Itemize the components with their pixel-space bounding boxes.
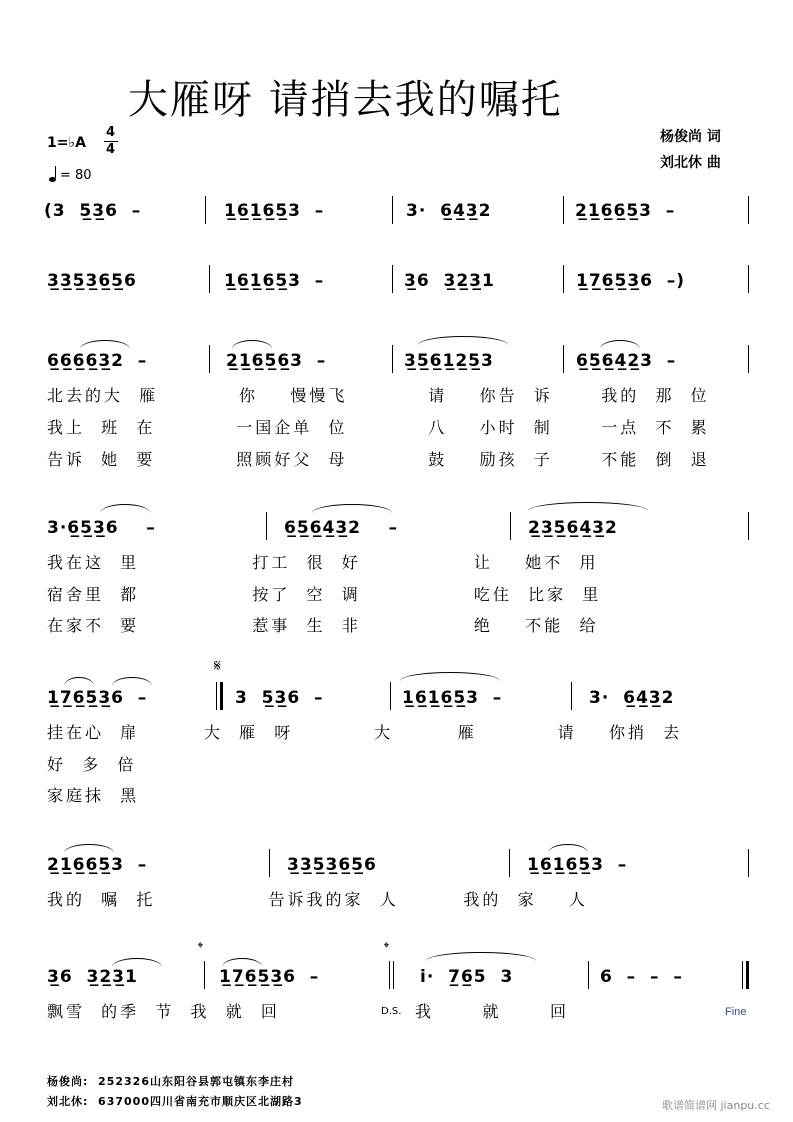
- lyric-verse-3: 家庭抹 黑: [47, 786, 140, 805]
- slur: [100, 504, 150, 513]
- barline: [563, 196, 564, 224]
- measure-12: 6̲5̲6̲4̲2̲3 –: [576, 351, 677, 371]
- slur: [80, 340, 130, 349]
- lyricist-address: 杨俊尚: 252326山东阳谷县郭屯镇东李庄村: [47, 1075, 294, 1088]
- dal-segno-mark: D.S.: [381, 1006, 402, 1017]
- barline: [748, 345, 749, 373]
- barline: [392, 345, 393, 373]
- measure-19: 3· 6̲4̲3̲2: [589, 688, 675, 708]
- measure-6: 1̲6̲1̲6̲5̲3 –: [224, 271, 325, 291]
- lyric-verse-2: 宿舍里 都 按了 空 调 吃住 比家 里: [47, 585, 602, 604]
- barline: [266, 512, 267, 540]
- slur: [64, 844, 114, 853]
- barline: [204, 961, 205, 989]
- slur: [548, 844, 588, 853]
- slur: [112, 958, 162, 967]
- lyric-verse-1-coda: 我 就 回: [415, 1002, 570, 1021]
- measure-11: 3̲5̲6̲1̲2̲5̲3: [404, 351, 494, 371]
- slur: [112, 677, 152, 686]
- barline: [392, 265, 393, 293]
- lyric-verse-1: 北去的大 雁 你 慢慢飞 请 你告 诉 我的 那 位: [47, 386, 710, 405]
- slur: [64, 677, 94, 686]
- key-signature: 1=♭A: [47, 135, 86, 151]
- lyric-verse-2: 我上 班 在 一国企单 位 八 小时 制 一点 不 累: [47, 418, 710, 437]
- coda-icon: 𝄌: [384, 940, 389, 956]
- watermark: 歌谱简谱网 jianpu.cc: [662, 1099, 770, 1112]
- time-signature-top: 4: [106, 125, 116, 140]
- final-barline: [742, 961, 743, 989]
- barline: [392, 196, 393, 224]
- barline: [563, 345, 564, 373]
- lyric-verse-1: 挂在心 扉 大 雁 呀 大 雁 请 你捎 去: [47, 723, 683, 742]
- barline: [748, 849, 749, 877]
- measure-13: 3·6̲5̲3̲6 –: [47, 518, 156, 538]
- slur: [312, 504, 392, 513]
- barline: [588, 961, 589, 989]
- measure-3: 3· 6̲4̲3̲2: [406, 201, 492, 221]
- measure-26: 6 – – –: [600, 967, 683, 987]
- measure-7: 3̲6 3̲2̲3̲1: [404, 271, 495, 291]
- barline: [209, 265, 210, 293]
- measure-22: 1̲6̲1̲6̲5̲3 –: [527, 855, 628, 875]
- lyric-verse-1: 我在这 里 打工 很 好 让 她不 用: [47, 553, 599, 572]
- repeat-barline: [216, 682, 217, 710]
- barline: [509, 849, 510, 877]
- measure-4: 2̲1̲6̲6̲5̲3 –: [575, 201, 676, 221]
- slur: [426, 952, 536, 961]
- measure-20: 2̲1̲6̲6̲5̲3 –: [47, 855, 148, 875]
- fine-mark: Fine: [725, 1006, 747, 1018]
- measure-14: 6̲5̲6̲4̲3̲2 –: [284, 518, 399, 538]
- slur: [222, 958, 262, 967]
- slur: [400, 672, 500, 681]
- measure-10: 2̲1̲6̲5̲6̲3 –: [226, 351, 327, 371]
- barline: [269, 849, 270, 877]
- lyric-verse-2: 好 多 倍: [47, 755, 137, 774]
- measure-5: 3̲3̲5̲3̲6̲5̲6: [47, 271, 137, 291]
- composer-address: 刘北休: 637000四川省南充市顺庆区北湖路3: [47, 1095, 303, 1108]
- measure-23: 3̲6 3̲2̲3̲1: [47, 967, 138, 987]
- note-stem-icon: [55, 166, 56, 178]
- measure-16: 1̲7̲6̲5̲3̲6 –: [47, 688, 148, 708]
- measure-25: i· 7̲6̲5 3: [420, 967, 514, 987]
- final-barline-thick: [746, 961, 749, 989]
- measure-1: (3 5̲3̲6 –: [44, 201, 142, 221]
- barline: [571, 682, 572, 710]
- lyric-verse-1: 我的 嘱 托 告诉我的家 人 我的 家 人: [47, 890, 588, 909]
- barline: [209, 345, 210, 373]
- lyric-verse-1: 飘雪 的季 节 我 就 回: [47, 1002, 280, 1021]
- slur: [528, 502, 648, 511]
- time-signature-bottom: 4: [106, 142, 116, 157]
- measure-8: 1̲7̲6̲5̲3̲6 –): [576, 271, 686, 291]
- slur: [232, 340, 272, 349]
- measure-17: 3 5̲3̲6 –: [235, 688, 324, 708]
- measure-18: 1̲6̲1̲6̲5̲3 –: [402, 688, 503, 708]
- barline: [563, 265, 564, 293]
- tempo-marking: = 80: [60, 168, 92, 183]
- slur: [418, 336, 508, 345]
- repeat-barline-thick: [220, 682, 223, 710]
- double-barline: [389, 961, 390, 989]
- page-title: 大雁呀 请捎去我的嘱托: [128, 77, 563, 123]
- barline: [510, 512, 511, 540]
- barline: [205, 196, 206, 224]
- measure-21: 3̲3̲5̲3̲6̲5̲6: [287, 855, 377, 875]
- lyric-verse-3: 告诉 她 要 照顾好父 母 鼓 励孩 子 不能 倒 退: [47, 450, 710, 469]
- measure-2: 1̲6̲1̲6̲5̲3 –: [224, 201, 325, 221]
- composer-credit: 刘北休 曲: [660, 155, 721, 171]
- double-barline: [393, 961, 394, 989]
- coda-icon: 𝄌: [198, 940, 203, 956]
- measure-15: 2̲3̲5̲6̲4̲3̲2: [528, 518, 618, 538]
- lyric-verse-3: 在家不 要 惹事 生 非 绝 不能 给: [47, 616, 599, 635]
- lyricist-credit: 杨俊尚 词: [660, 129, 721, 145]
- barline: [748, 512, 749, 540]
- slur: [600, 340, 640, 349]
- barline: [748, 265, 749, 293]
- measure-24: 1̲7̲6̲5̲3̲6 –: [219, 967, 320, 987]
- barline: [748, 196, 749, 224]
- segno-icon: 𝄋: [214, 656, 221, 675]
- measure-9: 6̲6̲6̲6̲3̲2 –: [47, 351, 148, 371]
- barline: [390, 682, 391, 710]
